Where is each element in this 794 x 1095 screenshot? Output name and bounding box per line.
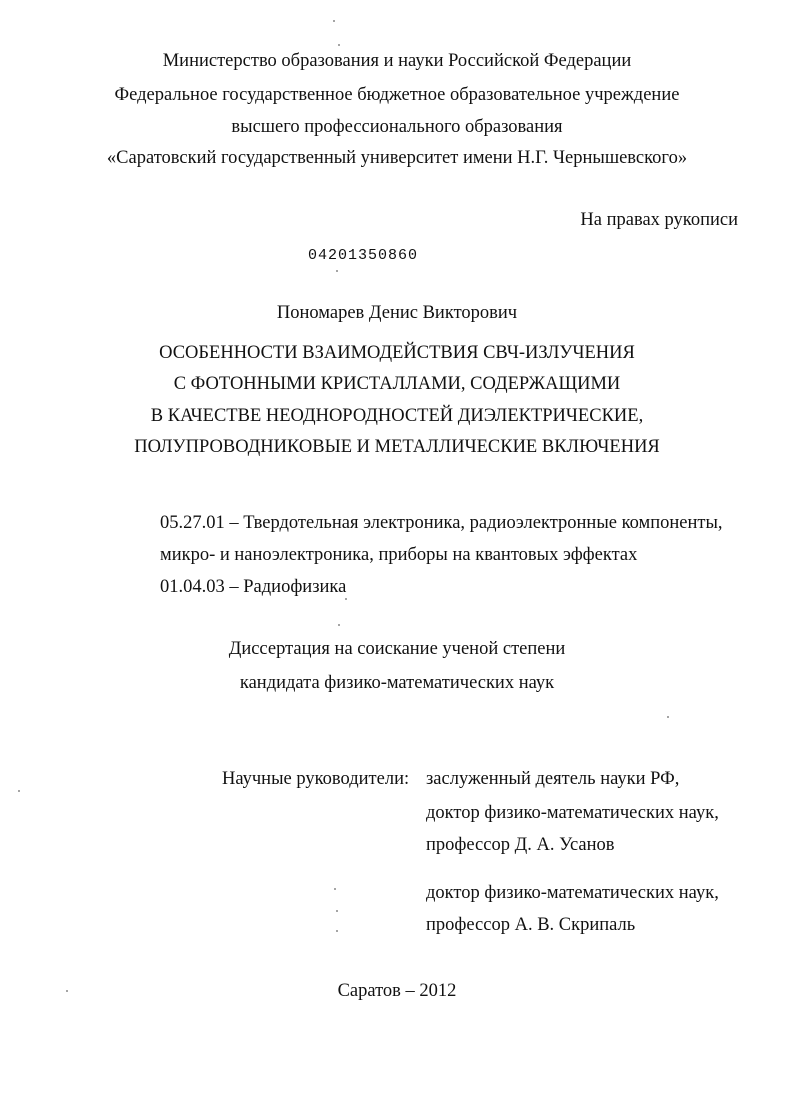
scan-speck xyxy=(338,44,340,46)
scan-speck xyxy=(667,716,669,718)
supervisors-label: Научные руководители: xyxy=(222,769,410,789)
manuscript-note: На правах рукописи xyxy=(580,210,738,230)
degree-line-2: кандидата физико-математических наук xyxy=(239,673,555,693)
scan-speck xyxy=(338,624,340,626)
supervisor-1-line-1: заслуженный деятель науки РФ, xyxy=(426,769,680,789)
scan-speck xyxy=(18,790,20,792)
supervisor-1-line-3: профессор Д. А. Усанов xyxy=(426,835,615,855)
author-name: Пономарев Денис Викторович xyxy=(276,303,518,323)
degree-line-1: Диссертация на соискание ученой степени xyxy=(228,639,566,659)
ministry-line: Министерство образования и науки Российской Федерации xyxy=(162,51,632,71)
institution-line-2: высшего профессионального образования xyxy=(231,117,563,137)
specialty-line-3: 01.04.03 – Радиофизика xyxy=(160,577,347,597)
scan-speck xyxy=(345,598,347,600)
scan-speck xyxy=(336,930,338,932)
title-line-3: В КАЧЕСТВЕ НЕОДНОРОДНОСТЕЙ ДИЭЛЕКТРИЧЕСКИЕ, xyxy=(150,406,644,426)
scan-speck xyxy=(333,20,335,22)
scan-speck xyxy=(334,888,336,890)
supervisor-2-line-1: доктор физико-математических наук, xyxy=(426,883,719,903)
scan-speck xyxy=(336,270,338,272)
supervisor-2-line-2: профессор А. В. Скрипаль xyxy=(426,915,636,935)
university-name: «Саратовский государственный университет имени Н.Г. Чернышевского» xyxy=(106,148,688,168)
title-line-4: ПОЛУПРОВОДНИКОВЫЕ И МЕТАЛЛИЧЕСКИЕ ВКЛЮЧЕНИЯ xyxy=(134,437,660,457)
title-line-2: С ФОТОННЫМИ КРИСТАЛЛАМИ, СОДЕРЖАЩИМИ xyxy=(173,374,621,394)
scan-speck xyxy=(336,910,338,912)
title-line-1: ОСОБЕННОСТИ ВЗАИМОДЕЙСТВИЯ СВЧ-ИЗЛУЧЕНИЯ xyxy=(159,343,635,363)
catalog-number: 04201350860 xyxy=(308,247,419,264)
specialty-line-2: микро- и наноэлектроника, приборы на квантовых эффектах xyxy=(160,545,638,565)
institution-line-1: Федеральное государственное бюджетное образовательное учреждение xyxy=(114,85,680,105)
supervisor-1-line-2: доктор физико-математических наук, xyxy=(426,803,719,823)
specialty-line-1: 05.27.01 – Твердотельная электроника, радиоэлектронные компоненты, xyxy=(160,513,723,533)
city-year: Саратов – 2012 xyxy=(337,981,457,1001)
scan-speck xyxy=(66,990,68,992)
